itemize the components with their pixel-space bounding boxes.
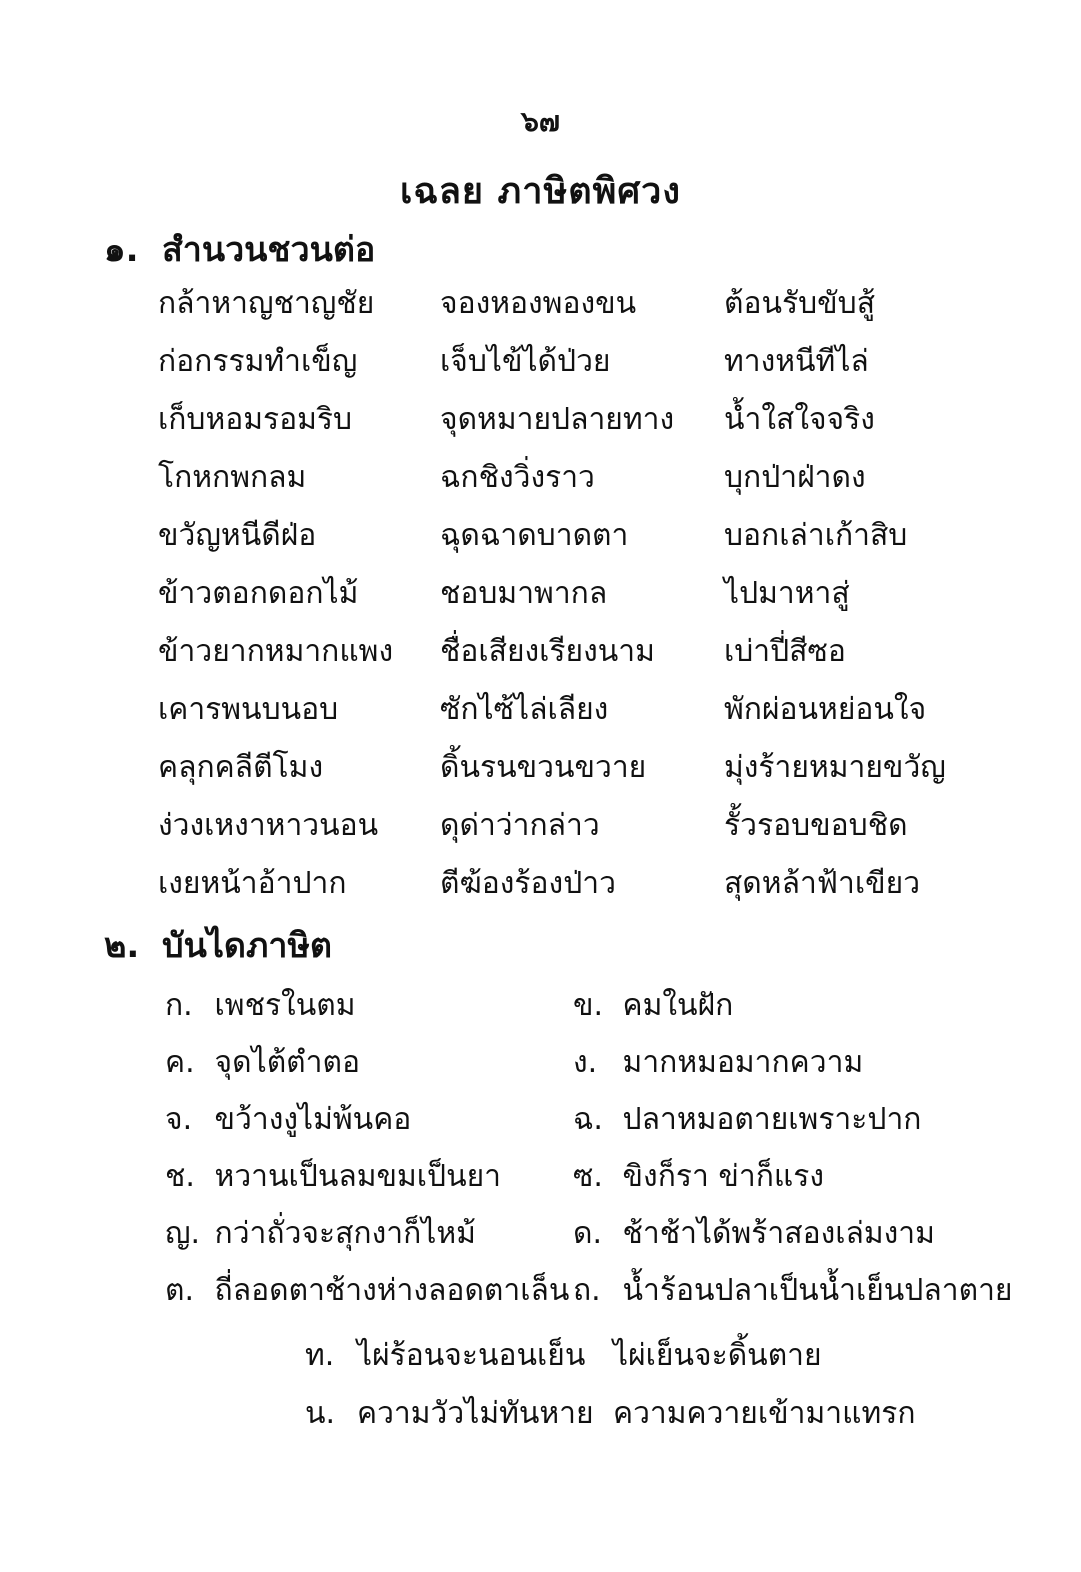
- proverb-text: หวานเป็นลมขมเป็นยา: [214, 1159, 501, 1194]
- idiom-cell: โกหกพกลม: [158, 460, 307, 495]
- idiom-cell: ง่วงเหงาหาวนอน: [158, 808, 379, 843]
- proverb-pair-row: [165, 1267, 1065, 1324]
- idiom-cell: เคารพนบนอบ: [158, 692, 339, 727]
- proverb-marker: จ.: [165, 1102, 193, 1137]
- idiom-cell: ดิ้นรนขวนขวาย: [440, 750, 647, 785]
- proverb-pair-row: [165, 1039, 1065, 1096]
- idiom-cell: จุดหมายปลายทาง: [440, 402, 675, 437]
- proverb-marker: ก.: [165, 988, 193, 1023]
- proverb-item: [165, 982, 355, 1029]
- proverb-text: เพชรในตม: [214, 988, 356, 1023]
- idiom-cell: ข้าวตอกดอกไม้: [158, 576, 359, 611]
- proverb-marker: ช.: [165, 1159, 195, 1194]
- idiom-cell: ตีฆ้องร้องป่าว: [440, 866, 616, 901]
- idiom-cell: บุกป่าฝ่าดง: [724, 460, 866, 495]
- word-grid-row: [158, 802, 1058, 860]
- proverb-marker: ต.: [165, 1273, 195, 1308]
- proverb-text: กว่าถั่วจะสุกงาก็ไหม้: [214, 1216, 476, 1251]
- page-title: เฉลย ภาษิตพิศวง: [400, 171, 681, 212]
- section-1-number: ๑.: [104, 230, 139, 270]
- proverb-text: ขิงก็รา ข่าก็แรง: [622, 1159, 824, 1194]
- section-2-proverb-pairs: [165, 982, 1065, 1324]
- proverb-item: [165, 1039, 360, 1086]
- idiom-cell: เบ่าปี่สีซอ: [724, 634, 846, 669]
- page-number: ๖๗: [521, 105, 560, 138]
- proverb-pair-row: [165, 1153, 1065, 1210]
- proverb-item: [165, 1267, 569, 1314]
- section-2-title: บันไดภาษิต: [162, 926, 332, 966]
- proverb-part-1: ไผ่ร้อนจะนอนเย็น: [357, 1338, 586, 1373]
- word-grid-row: [158, 280, 1058, 338]
- proverb-marker: ค.: [165, 1045, 195, 1080]
- idiom-cell: ฉกชิงวิ่งราว: [440, 460, 595, 495]
- proverb-part-2: ความควายเข้ามาแทรก: [613, 1396, 916, 1431]
- proverb-text: ขว้างงูไม่พ้นคอ: [214, 1102, 412, 1137]
- idiom-cell: ต้อนรับขับสู้: [724, 286, 876, 321]
- word-grid-row: [158, 860, 1058, 918]
- proverb-pair-row: [165, 1096, 1065, 1153]
- proverb-text: ถี่ลอดตาช้างห่างลอดตาเล็น: [214, 1273, 570, 1308]
- idiom-cell: ทางหนีทีไล่: [724, 344, 869, 379]
- section-2-heading: [104, 918, 332, 972]
- idiom-cell: มุ่งร้ายหมายขวัญ: [724, 750, 946, 785]
- idiom-cell: ก่อกรรมทำเข็ญ: [158, 344, 358, 379]
- proverb-marker: ท.: [305, 1338, 335, 1373]
- word-grid-row: [158, 338, 1058, 396]
- proverb-text: มากหมอมากความ: [622, 1045, 864, 1080]
- proverb-marker: ถ.: [573, 1273, 601, 1308]
- proverb-item: [573, 1096, 921, 1143]
- proverb-text: คมในฝัก: [622, 988, 734, 1023]
- idiom-cell: ซักไซ้ไล่เลียง: [440, 692, 609, 727]
- section-1-word-grid: [158, 280, 1058, 918]
- idiom-cell: น้ำใสใจจริง: [724, 402, 875, 437]
- section-1-title: สำนวนชวนต่อ: [162, 230, 376, 270]
- word-grid-row: [158, 454, 1058, 512]
- idiom-cell: สุดหล้าฟ้าเขียว: [724, 866, 921, 901]
- idiom-cell: รั้วรอบขอบชิด: [724, 808, 908, 843]
- idiom-cell: เงยหน้าอ้าปาก: [158, 866, 347, 901]
- proverb-item: [573, 1267, 1013, 1314]
- proverb-marker: ด.: [573, 1216, 603, 1251]
- idiom-cell: จองหองพองขน: [440, 286, 637, 321]
- proverb-marker: ซ.: [573, 1159, 603, 1194]
- idiom-cell: ไปมาหาสู่: [724, 576, 850, 611]
- proverb-item: [165, 1153, 501, 1200]
- word-grid-row: [158, 570, 1058, 628]
- proverb-item: [165, 1096, 411, 1143]
- section-1-heading: [104, 222, 375, 276]
- proverb-marker: ญ.: [165, 1216, 201, 1251]
- proverb-marker: น.: [305, 1396, 336, 1431]
- idiom-cell: ดุด่าว่ากล่าว: [440, 808, 600, 843]
- idiom-cell: ขวัญหนีดีฝ่อ: [158, 518, 317, 553]
- idiom-cell: ข้าวยากหมากแพง: [158, 634, 394, 669]
- proverb-text: ปลาหมอตายเพราะปาก: [622, 1102, 922, 1137]
- proverb-part-1: ความวัวไม่ทันหาย: [357, 1396, 594, 1431]
- idiom-cell: ชอบมาพากล: [440, 576, 608, 611]
- proverb-item: [165, 1210, 476, 1257]
- idiom-cell: บอกเล่าเก้าสิบ: [724, 518, 908, 553]
- section-2-number: ๒.: [104, 926, 140, 966]
- proverb-pair-row: [165, 982, 1065, 1039]
- proverb-solo-row: [305, 1332, 1045, 1390]
- proverb-item: [573, 982, 733, 1029]
- proverb-solo-row: [305, 1390, 1045, 1448]
- word-grid-row: [158, 628, 1058, 686]
- proverb-marker: ฉ.: [573, 1102, 603, 1137]
- idiom-cell: กล้าหาญชาญชัย: [158, 286, 375, 321]
- proverb-item: [573, 1153, 824, 1200]
- word-grid-row: [158, 686, 1058, 744]
- idiom-cell: เก็บหอมรอมริบ: [158, 402, 353, 437]
- proverb-marker: ง.: [573, 1045, 598, 1080]
- proverb-item: [573, 1039, 863, 1086]
- idiom-cell: ชื่อเสียงเรียงนาม: [440, 634, 655, 669]
- section-2-proverb-solo-list: [305, 1332, 1045, 1448]
- proverb-pair-row: [165, 1210, 1065, 1267]
- word-grid-row: [158, 744, 1058, 802]
- proverb-text: จุดไต้ตำตอ: [214, 1045, 361, 1080]
- proverb-marker: ข.: [573, 988, 604, 1023]
- word-grid-row: [158, 512, 1058, 570]
- idiom-cell: ฉุดฉาดบาดตา: [440, 518, 629, 553]
- proverb-item: [573, 1210, 935, 1257]
- proverb-text: น้ำร้อนปลาเป็นน้ำเย็นปลาตาย: [622, 1273, 1013, 1308]
- idiom-cell: เจ็บไข้ได้ป่วย: [440, 344, 611, 379]
- proverb-part-2: ไผ่เย็นจะดิ้นตาย: [613, 1338, 822, 1373]
- idiom-cell: คลุกคลีตีโมง: [158, 750, 324, 785]
- word-grid-row: [158, 396, 1058, 454]
- idiom-cell: พักผ่อนหย่อนใจ: [724, 692, 927, 727]
- proverb-text: ช้าช้าได้พร้าสองเล่มงาม: [622, 1216, 935, 1251]
